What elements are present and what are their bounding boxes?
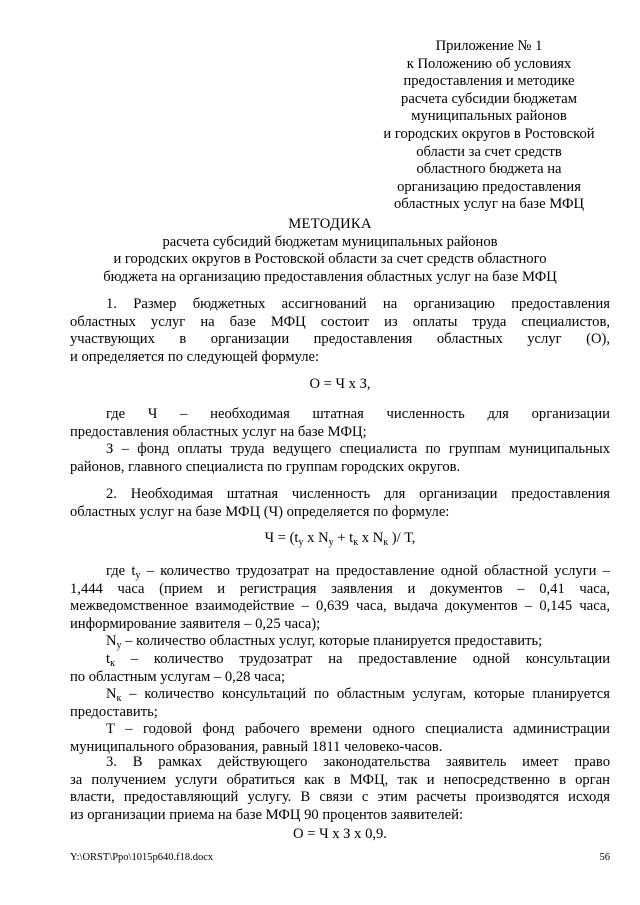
appendix-line: организацию предоставления	[397, 178, 581, 195]
paragraph-line: 2. Необходимая штатная численность для организации предоставления	[106, 486, 610, 502]
paragraph-line: за получением услуги обратиться как в МФЦ, так и непосредственно в орган	[70, 771, 610, 788]
paragraph-line: власти, предоставляющий услугу. В связи с этим расчеты производятся исходя	[70, 789, 610, 806]
definition-line: $N_у$ – количество областных услуг, которые планируется предоставить;	[106, 633, 543, 652]
definition-line: где $t_у$ – количество трудозатрат на предоставление одной областной услуги –	[106, 563, 610, 581]
appendix-line: областных услуг на базе МФЦ	[393, 196, 585, 213]
formula-1: О = Ч х З,	[309, 376, 371, 392]
paragraph-line: 3. В рамках действующего законодательства заявитель имеет право	[106, 754, 610, 770]
formula-3: О = Ч х З х 0,9.	[293, 826, 387, 842]
definition-line: межведомственное взаимодействие – 0,639 часа, выдача документов – 0,145 часа,	[70, 598, 610, 615]
definition-line: предоставить;	[70, 703, 158, 720]
definition-line: Т – годовой фонд рабочего времени одного специалиста администрации	[106, 721, 610, 738]
paragraph-3	[70, 754, 610, 824]
title-heading: МЕТОДИКА	[288, 216, 372, 232]
appendix-line: муниципальных районов	[411, 108, 567, 125]
definition-line: муниципального образования, равный 1811 человеко-часов.	[70, 738, 443, 755]
title-line: расчета субсидий бюджетам муниципальных районов	[162, 233, 498, 250]
paragraph-line: областных услуг на базе МФЦ (Ч) определяется по формуле:	[70, 503, 450, 520]
paragraph-line: и определяется по следующей формуле:	[70, 348, 320, 365]
paragraph-line: 1. Размер бюджетных ассигнований на организацию предоставления	[106, 296, 610, 312]
paragraph-1	[70, 296, 610, 366]
appendix-line: области за счет средств	[416, 143, 562, 160]
appendix-line: к Положению об условиях	[406, 55, 572, 72]
paragraph-2	[70, 486, 610, 521]
definition-line: $N_к$ – количество консультаций по областным услугам, которые планируется	[106, 686, 610, 705]
definition-line: 1,444 часа (прием и регистрация заявления и документов – 0,41 часа,	[70, 580, 610, 597]
appendix-line: предоставления и методике	[403, 73, 575, 90]
appendix-line: областного бюджета на	[416, 161, 562, 178]
definitions-2	[70, 563, 610, 757]
definition-line: где Ч – необходимая штатная численность для организации	[106, 406, 610, 422]
appendix-line: расчета субсидии бюджетам	[401, 90, 577, 107]
document-title	[40, 216, 620, 286]
paragraph-line: областных услуг на базе МФЦ состоит из оплаты труда специалистов,	[70, 313, 610, 330]
title-line: бюджета на организацию предоставления областных услуг на базе МФЦ	[103, 268, 557, 285]
appendix-block	[366, 38, 612, 214]
appendix-line: Приложение № 1	[435, 38, 543, 54]
definition-line: предоставления областных услуг на базе МФЦ;	[70, 423, 367, 440]
paragraph-line: из организации приема на базе МФЦ 90 процентов заявителей:	[70, 806, 464, 823]
page-number: 56	[599, 852, 610, 863]
definition-line: районов, главного специалиста по группам городских округов.	[70, 458, 461, 475]
file-path: Y:\ORST\Ppo\1015p640.f18.docx	[70, 852, 214, 863]
paragraph-line: участвующих в организации предоставления областных услуг (О),	[70, 331, 610, 348]
formula-2: $Ч = (t_у$ х $N_у + t_к$ х $N_к$ )/ Т,	[264, 530, 416, 548]
definitions-1	[70, 406, 610, 476]
appendix-line: и городских округов в Ростовской	[383, 125, 595, 142]
title-line: и городских округов в Ростовской области за счет средств областного	[113, 251, 547, 268]
definition-line: $t_к$ – количество трудозатрат на предоставление одной консультации	[106, 650, 610, 669]
definition-line: З – фонд оплаты труда ведущего специалиста по группам муниципальных	[106, 441, 610, 458]
definition-line: информирование заявителя – 0,25 часа);	[70, 615, 321, 632]
definition-line: по областным услугам – 0,28 часа;	[70, 668, 286, 685]
